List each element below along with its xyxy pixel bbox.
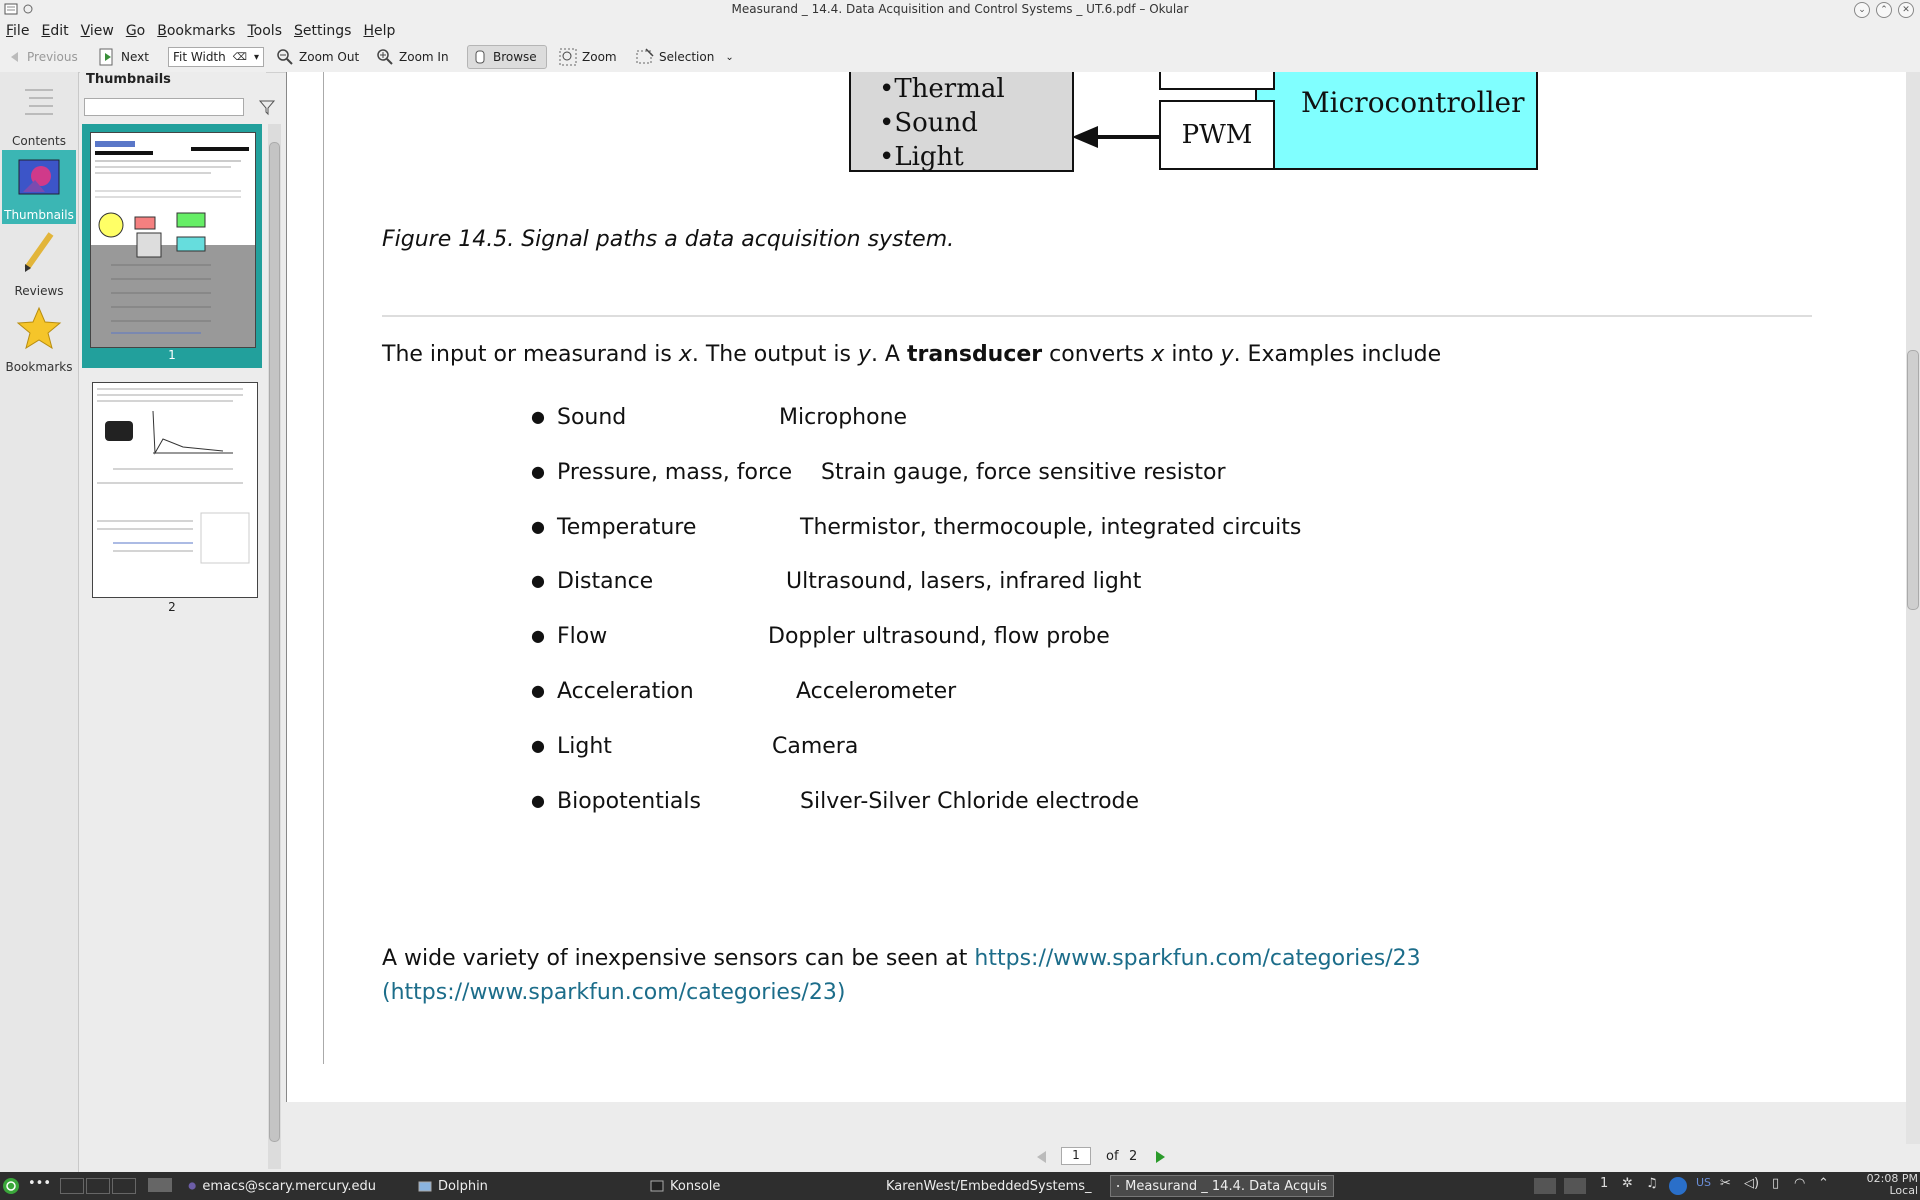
previous-page-icon[interactable] [1034, 1149, 1050, 1165]
next-label: Next [121, 50, 149, 64]
zoom-mode-select[interactable] [168, 47, 264, 67]
sidebar-item-thumbnails[interactable] [2, 150, 76, 224]
title-bar [0, 0, 1920, 21]
pager-desktop-2[interactable] [86, 1178, 110, 1194]
hand-icon [472, 48, 488, 66]
folder-icon [418, 1179, 432, 1193]
example-measurand: Temperature [557, 515, 697, 540]
more-icon[interactable]: ••• [28, 1176, 52, 1191]
thumbnail-page-2[interactable] [82, 378, 262, 622]
intro-text-2: . The output is [691, 342, 858, 367]
sidebar-label-thumbnails: Thumbnails [4, 208, 74, 222]
zoom-out-label: Zoom Out [299, 50, 360, 64]
sidebar-item-contents[interactable] [2, 76, 76, 150]
browse-tool-button[interactable] [467, 45, 547, 69]
figure-input-thermal: •Thermal [879, 74, 1005, 104]
thumbnails-icon [17, 158, 61, 198]
previous-label: Previous [27, 50, 78, 64]
figure-inputs-box [849, 72, 1074, 172]
sidebar-label-bookmarks: Bookmarks [5, 360, 73, 374]
show-desktop-1[interactable] [1534, 1178, 1556, 1194]
example-measurand: Flow [557, 624, 608, 649]
menu-file[interactable]: File [6, 23, 30, 39]
maximize-button[interactable]: ⌃ [1876, 2, 1892, 18]
selection-label: Selection [659, 50, 715, 64]
task-label: Dolphin [438, 1178, 488, 1194]
zoom-out-button[interactable] [272, 45, 363, 69]
page-margin-rule [323, 72, 324, 1064]
example-measurand: Distance [557, 569, 654, 594]
previous-button[interactable] [4, 45, 82, 69]
zoom-tool-button[interactable] [555, 45, 621, 69]
sidebar-label-contents: Contents [12, 134, 66, 148]
figure-caption: Figure 14.5. Signal paths a data acquisition system. [382, 227, 955, 252]
window-title: Measurand _ 14.4. Data Acquisition and Control Systems _ UT.6.pdf – Okular [731, 2, 1189, 16]
bug-icon[interactable]: ✲ [1622, 1176, 1633, 1191]
task-label: KarenWest/EmbeddedSystems_ [886, 1178, 1092, 1194]
example-transducer: Silver-Silver Chloride electrode [800, 789, 1140, 814]
task-label: Measurand _ 14.4. Data Acquis [1125, 1178, 1327, 1194]
contents-icon [21, 84, 57, 124]
desktop-number: 1 [1600, 1176, 1609, 1191]
thumbnail-page-2-number: 2 [168, 600, 176, 614]
example-transducer: Microphone [779, 405, 908, 430]
selection-tool-button[interactable] [632, 45, 738, 69]
pager-desktop-3[interactable] [112, 1178, 136, 1194]
intro-var-y: y [857, 342, 871, 367]
sparkfun-link-parenthetical[interactable]: (https://www.sparkfun.com/categories/23) [382, 980, 846, 1005]
example-measurand: Acceleration [557, 679, 694, 704]
emacs-icon [188, 1179, 196, 1193]
volume-icon[interactable]: ◁) [1744, 1176, 1760, 1191]
clipboard-icon[interactable]: ▯ [1772, 1176, 1780, 1191]
music-icon[interactable]: ♫ [1646, 1176, 1658, 1191]
hp-icon[interactable] [1668, 1176, 1688, 1196]
intro-var-x: x [678, 342, 692, 367]
task-label: emacs@scary.mercury.edu [202, 1178, 376, 1194]
menu-go[interactable]: Go [125, 23, 146, 39]
intro-text-3: . A [870, 342, 907, 367]
selection-icon [636, 48, 654, 66]
example-measurand: Pressure, mass, force [557, 460, 793, 485]
example-transducer: Thermistor, thermocouple, integrated circuits [800, 515, 1302, 540]
zoom-out-icon [276, 48, 294, 66]
section-divider [382, 315, 1812, 317]
okular-task-icon [1117, 1179, 1119, 1193]
figure-upper-box [1159, 72, 1275, 90]
next-page-arrow-icon[interactable] [1152, 1149, 1168, 1165]
show-desktop-2[interactable] [1564, 1178, 1586, 1194]
menu-help[interactable]: Help [363, 23, 396, 39]
thumbnail-page-1-image [90, 132, 256, 348]
figure-microcontroller-box: Microcontroller [1255, 72, 1538, 170]
page-navigation-bar [286, 1144, 1906, 1170]
sidebar-item-bookmarks[interactable] [2, 302, 76, 376]
page-number-input[interactable]: 1 [1061, 1147, 1091, 1165]
figure-input-sound: •Sound [879, 108, 978, 138]
menu-bookmarks[interactable]: Bookmarks [157, 23, 236, 39]
tray-expand-icon[interactable]: ⌃ [1818, 1176, 1829, 1191]
clock-time: 02:08 PM [1866, 1172, 1918, 1185]
task-emacs[interactable] [182, 1175, 382, 1197]
task-konsole[interactable] [644, 1175, 794, 1197]
figure-arrow [1072, 122, 1162, 152]
pager-desktop-1[interactable] [60, 1178, 84, 1194]
thumbnails-header: Thumbnails [86, 72, 171, 87]
arrow-left-icon [8, 50, 22, 64]
chevron-down-icon[interactable]: ▾ [253, 51, 259, 63]
thumbnails-panel [80, 72, 266, 1172]
menu-bar [0, 20, 1920, 42]
figure-input-light: •Light [879, 142, 964, 172]
sidebar-label-reviews: Reviews [14, 284, 64, 298]
thumbnail-page-1[interactable] [82, 124, 262, 368]
zoom-in-icon [376, 48, 394, 66]
footer-text: A wide variety of inexpensive sensors can be seen at [382, 946, 975, 971]
keyboard-layout[interactable]: US [1696, 1176, 1712, 1189]
selection-chevron-icon[interactable]: ⌄ [725, 51, 734, 63]
task-okular[interactable] [1110, 1175, 1334, 1197]
clock[interactable] [1842, 1173, 1918, 1197]
pencil-icon [19, 230, 59, 274]
terminal-icon [650, 1179, 664, 1193]
taskbar [0, 1172, 1920, 1200]
star-icon [16, 306, 62, 350]
thumbnails-scroll-handle[interactable] [269, 142, 280, 1142]
clock-zone: Local [1889, 1184, 1918, 1197]
example-transducer: Accelerometer [796, 679, 957, 704]
example-measurand: Light [557, 734, 612, 759]
menu-settings[interactable]: Settings [294, 23, 352, 39]
figure-pwm-box: PWM [1159, 100, 1275, 170]
task-label: Konsole [670, 1178, 721, 1194]
intro-text-1: The input or measurand is [382, 342, 679, 367]
example-transducer: Camera [772, 734, 859, 759]
close-button[interactable]: ✕ [1898, 2, 1914, 18]
document-scroll-handle[interactable] [1907, 350, 1919, 610]
sparkfun-link[interactable]: https://www.sparkfun.com/categories/23 [974, 946, 1421, 971]
example-transducer: Ultrasound, lasers, infrared light [786, 569, 1142, 594]
network-icon[interactable]: ◠ [1794, 1176, 1806, 1191]
intro-var-y2: y [1220, 342, 1234, 367]
footer-paragraph [382, 942, 1782, 1010]
browse-label: Browse [493, 50, 537, 64]
thumbnail-search-input[interactable] [84, 98, 244, 116]
document-view[interactable]: •Thermal •Sound •Light Microcontroller PWM Figure 14.5. Signal paths a data acquisition system. The input or measurand is x. The output is y. A transducer converts x into y. Examples include ● Sound Microphone ● Pressure, mass, force Strain gauge, force sensitive resistor ● Temperature Thermistor, thermocouple, integrated circuits ● Distance Ultrasound, lasers, infrared light ● Flow Doppler ultrasound, flow probe ● Acceleration Accelerometer ● Light Camera ● Biopotentials Silver-Silver Chloride electrode A wide variety of inexpensive sensors can be seen at https://www.sparkfun.com/categories/23 (https://www.sparkfun.com/categories/23) [286, 72, 1907, 1102]
intro-text-4: converts [1042, 342, 1152, 367]
thumbnail-page-1-number: 1 [168, 348, 176, 362]
intro-transducer-bold: transducer [906, 342, 1043, 367]
intro-text-5: into [1164, 342, 1221, 367]
zoom-mode-value: Fit Width [173, 50, 226, 64]
sidebar-item-reviews[interactable] [2, 226, 76, 300]
thumbnail-page-2-image [92, 382, 258, 598]
task-dolphin[interactable] [412, 1175, 572, 1197]
zoom-in-button[interactable] [372, 45, 453, 69]
example-measurand: Sound [557, 405, 627, 430]
intro-var-x2: x [1151, 342, 1165, 367]
next-button[interactable] [94, 45, 153, 69]
next-page-icon [98, 48, 116, 66]
start-menu-icon[interactable] [2, 1177, 20, 1195]
intro-paragraph [382, 342, 1441, 367]
pager-desktop-4[interactable] [148, 1178, 172, 1192]
zoom-tool-label: Zoom [582, 50, 617, 64]
menu-edit[interactable]: Edit [41, 23, 69, 39]
page-of-label: of [1106, 1149, 1119, 1164]
side-panel-tabs [0, 72, 79, 1172]
example-transducer: Doppler ultrasound, flow probe [768, 624, 1110, 649]
task-chrome[interactable] [874, 1175, 1094, 1197]
menu-tools[interactable]: Tools [247, 23, 282, 39]
menu-view[interactable]: View [80, 23, 114, 39]
filter-icon[interactable] [258, 98, 276, 116]
minimize-button[interactable]: ⌄ [1854, 2, 1870, 18]
page-total: 2 [1129, 1149, 1138, 1164]
example-measurand: Biopotentials [557, 789, 701, 814]
tools-icon[interactable]: ✂ [1720, 1176, 1731, 1191]
toolbar [0, 42, 1920, 73]
thumbnails-scrollbar[interactable] [268, 124, 281, 1169]
clear-icon[interactable]: ⌫ [232, 51, 247, 63]
zoom-tool-icon [559, 48, 577, 66]
document-scrollbar[interactable] [1906, 72, 1920, 1144]
intro-text-6: . Examples include [1233, 342, 1442, 367]
zoom-in-label: Zoom In [399, 50, 449, 64]
example-transducer: Strain gauge, force sensitive resistor [821, 460, 1226, 485]
